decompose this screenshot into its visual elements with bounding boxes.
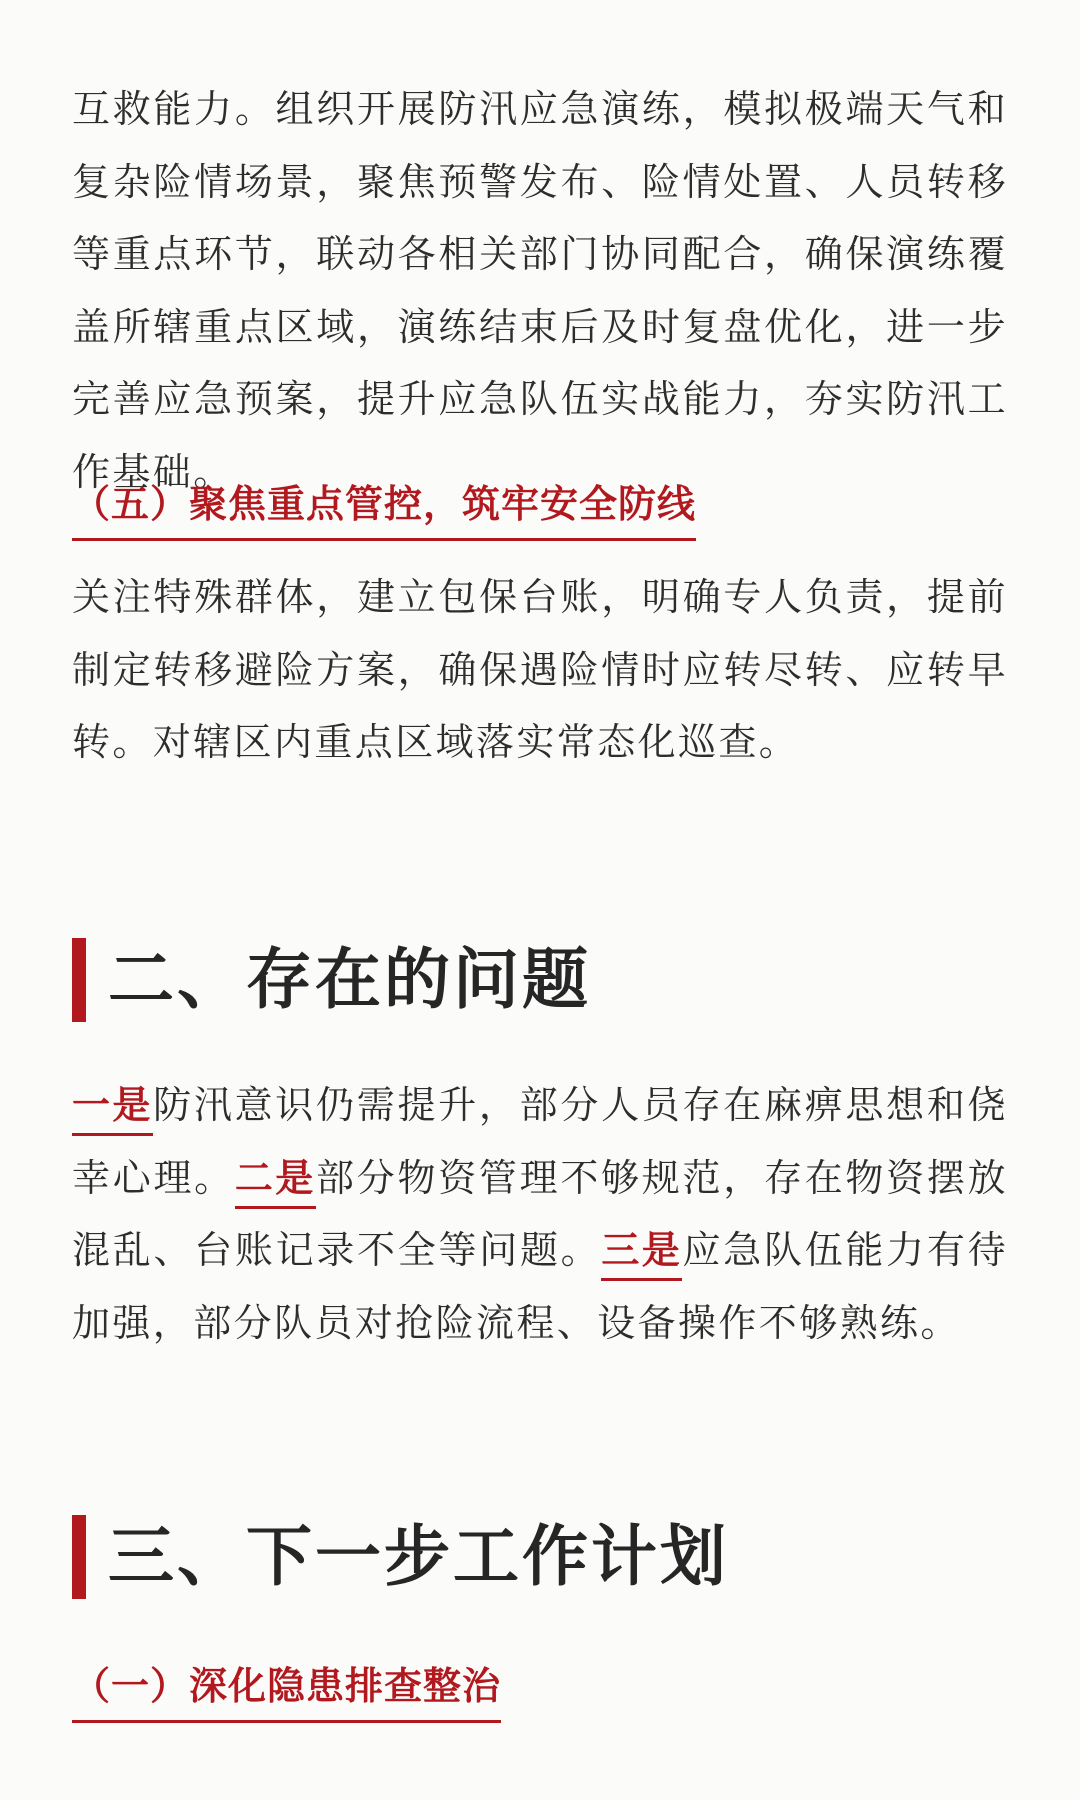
paragraph-special-groups: 关注特殊群体，建立包保台账，明确专人负责，提前制定转移避险方案，确保遇险情时应转尽转、应转早转。对辖区内重点区域落实常态化巡查。 — [72, 575, 1008, 764]
problem-marker-3: 三是 — [601, 1226, 682, 1281]
problem-text-2: 部分物资管理不够规范，存在物资摆放混乱、台账记录不全等问题。 — [72, 1155, 1008, 1272]
problem-marker-2: 二是 — [235, 1154, 316, 1209]
section-heading-bar — [72, 938, 86, 1022]
problem-marker-1: 一是 — [72, 1081, 153, 1136]
paragraph-problems — [72, 1069, 1008, 1359]
section-heading-next-plan — [72, 1515, 729, 1599]
section-title-problems: 二、存在的问题 — [108, 941, 591, 1018]
subheading-focus-control: （五）聚焦重点管控，筑牢安全防线 — [72, 480, 696, 541]
section-title-next-plan: 三、下一步工作计划 — [108, 1518, 729, 1595]
section-heading-bar — [72, 1515, 86, 1599]
paragraph-drill: 互救能力。组织开展防汛应急演练，模拟极端天气和复杂险情场景，聚焦预警发布、险情处置、人员转移等重点环节，联动各相关部门协同配合，确保演练覆盖所辖重点区域，演练结束后及时复盘优化，进一步完善应急预案，提升应急队伍实战能力，夯实防汛工作基础。 — [72, 87, 1008, 494]
subheading-hazard-inspection: （一）深化隐患排查整治 — [72, 1662, 501, 1723]
problem-text-3: 应急队伍能力有待加强，部分队员对抢险流程、设备操作不够熟练。 — [72, 1228, 1009, 1345]
problem-text-1: 防汛意识仍需提升，部分人员存在麻痹思想和侥幸心理。 — [72, 1083, 1008, 1200]
section-heading-problems — [72, 938, 591, 1022]
